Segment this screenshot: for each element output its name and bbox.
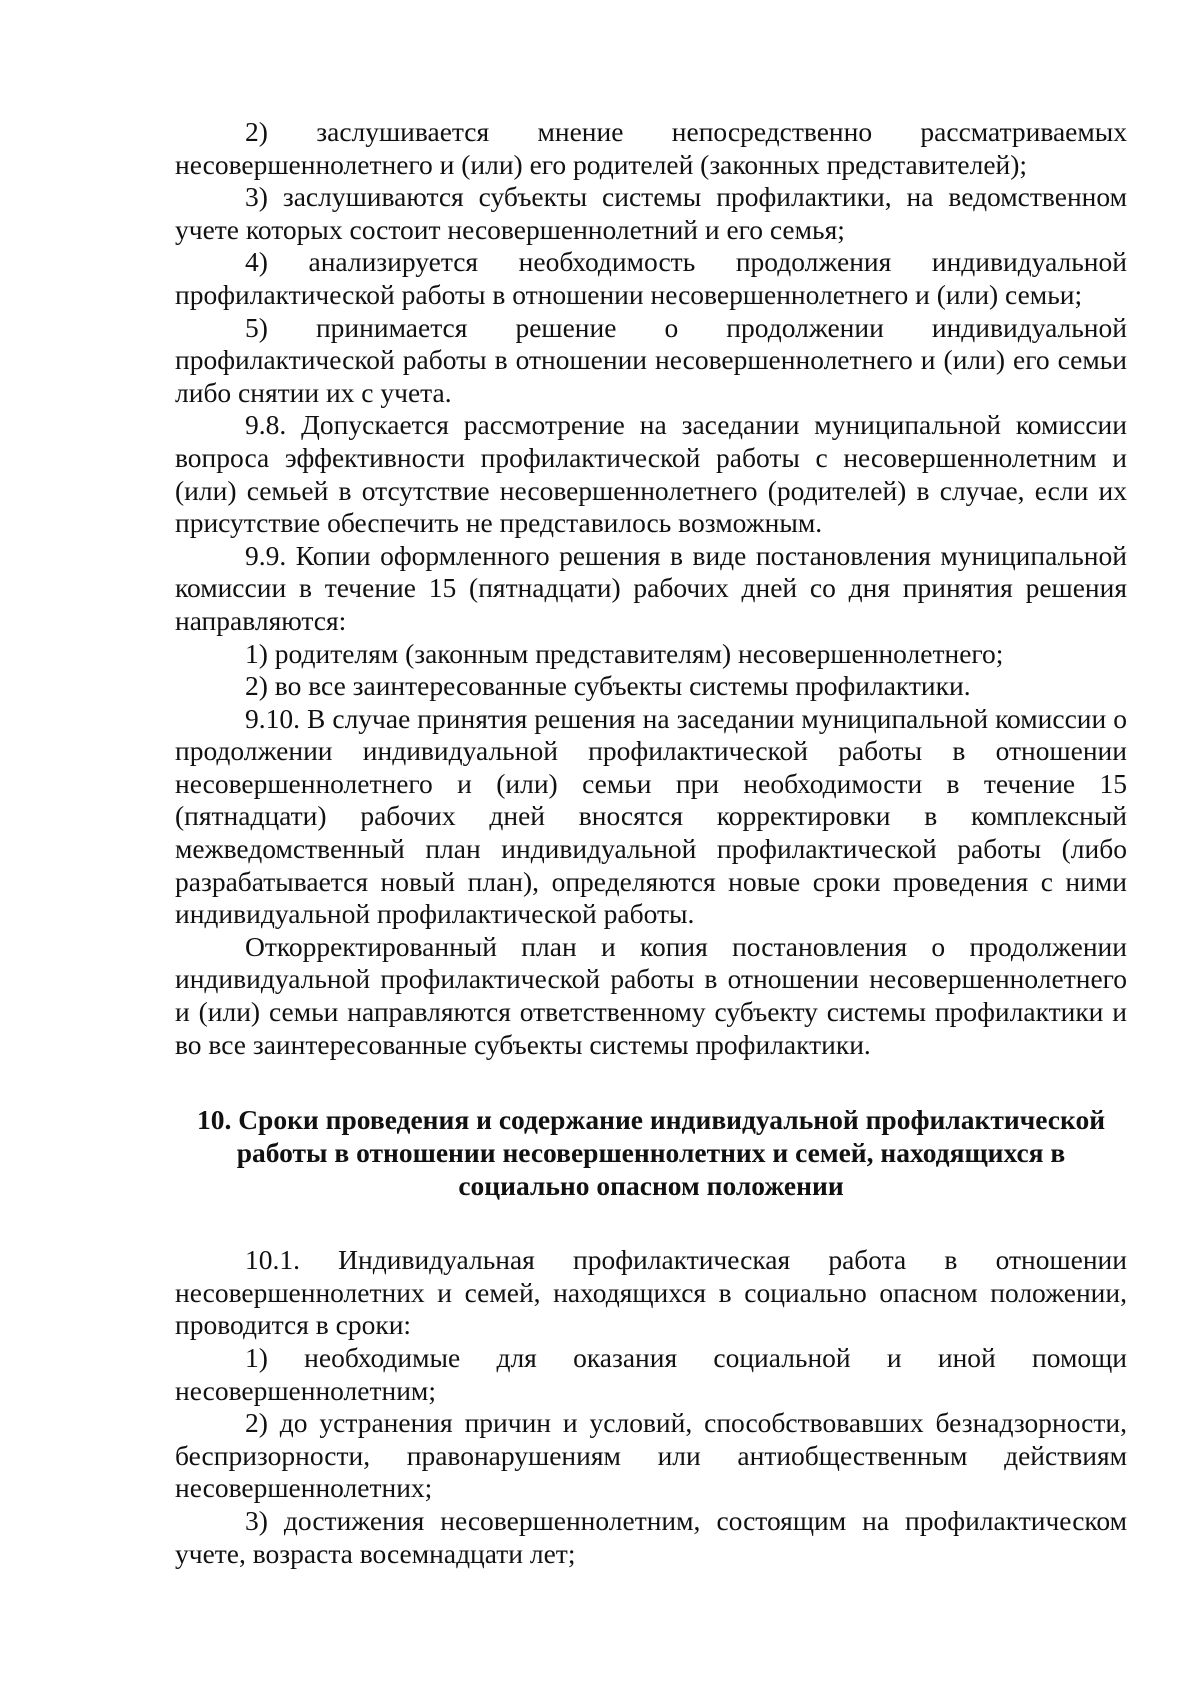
paragraph-10-1: 10.1. Индивидуальная профилактическая работа в отношении несовершеннолетних и семей, находящихся в социально опасном положении, проводится в сроки:	[175, 1244, 1127, 1341]
paragraph-10-1-item-3: 3) достижения несовершеннолетним, состоящим на профилактическом учете, возраста восемнадцати лет;	[175, 1504, 1127, 1569]
paragraph-10-1-item-1: 1) необходимые для оказания социальной и иной помощи несовершеннолетним;	[175, 1342, 1127, 1406]
paragraph-9-10: 9.10. В случае принятия решения на заседании муниципальной комиссии о продолжении индивидуальной профилактической работы в отношении несовершеннолетнего и (или) семьи при необходимости в течение 15 (пятнадцати) рабочих дней вносятся корректировки в комплексный межведомственный план индивидуальной профилактической работы (либо разрабатывается новый план), определяются новые сроки проведения с ними индивидуальной профилактической работы.	[175, 702, 1127, 930]
paragraph-9-8: 9.8. Допускается рассмотрение на заседании муниципальной комиссии вопроса эффективности профилактической работы с несовершеннолетним и (или) семьей в отсутствие несовершеннолетнего (родителей) в случае, если их присутствие обеспечить не представилось возможным.	[175, 409, 1127, 539]
paragraph-item-3-subjects: 3) заслушиваются субъекты системы профилактики, на ведомственном учете которых состоит несовершеннолетний и его семья;	[175, 181, 1127, 245]
section-heading-10: 10. Сроки проведения и содержание индивидуальной профилактической работы в отношении несовершеннолетних и семей, находящихся в социально опасном положении	[196, 1104, 1106, 1202]
paragraph-item-2-hearing: 2) заслушивается мнение непосредственно рассматриваемых несовершеннолетнего и (или) его родителей (законных представителей);	[175, 116, 1127, 180]
paragraph-corrected-plan: Откорректированный план и копия постановления о продолжении индивидуальной профилактической работы в отношении несовершеннолетнего и (или) семьи направляются ответственному субъекту системы профилактики и во все заинтересованные субъекты системы профилактики.	[175, 930, 1127, 1060]
paragraph-item-4-analysis: 4) анализируется необходимость продолжения индивидуальной профилактической работы в отношении несовершеннолетнего и (или) семьи;	[175, 246, 1127, 310]
paragraph-9-9-item-2: 2) во все заинтересованные субъекты системы профилактики.	[245, 670, 971, 702]
paragraph-10-1-item-2: 2) до устранения причин и условий, способствовавших безнадзорности, беспризорности, правонарушениям или антиобщественным действиям несовершеннолетних;	[175, 1407, 1127, 1504]
paragraph-9-9: 9.9. Копии оформленного решения в виде постановления муниципальной комиссии в течение 15 (пятнадцати) рабочих дней со дня принятия решения направляются:	[175, 539, 1127, 636]
paragraph-item-5-decision: 5) принимается решение о продолжении индивидуальной профилактической работы в отношении несовершеннолетнего и (или) его семьи либо снятии их с учета.	[175, 311, 1127, 408]
document-body	[175, 116, 1127, 1570]
paragraph-9-9-item-1: 1) родителям (законным представителям) несовершеннолетнего;	[245, 637, 1004, 669]
